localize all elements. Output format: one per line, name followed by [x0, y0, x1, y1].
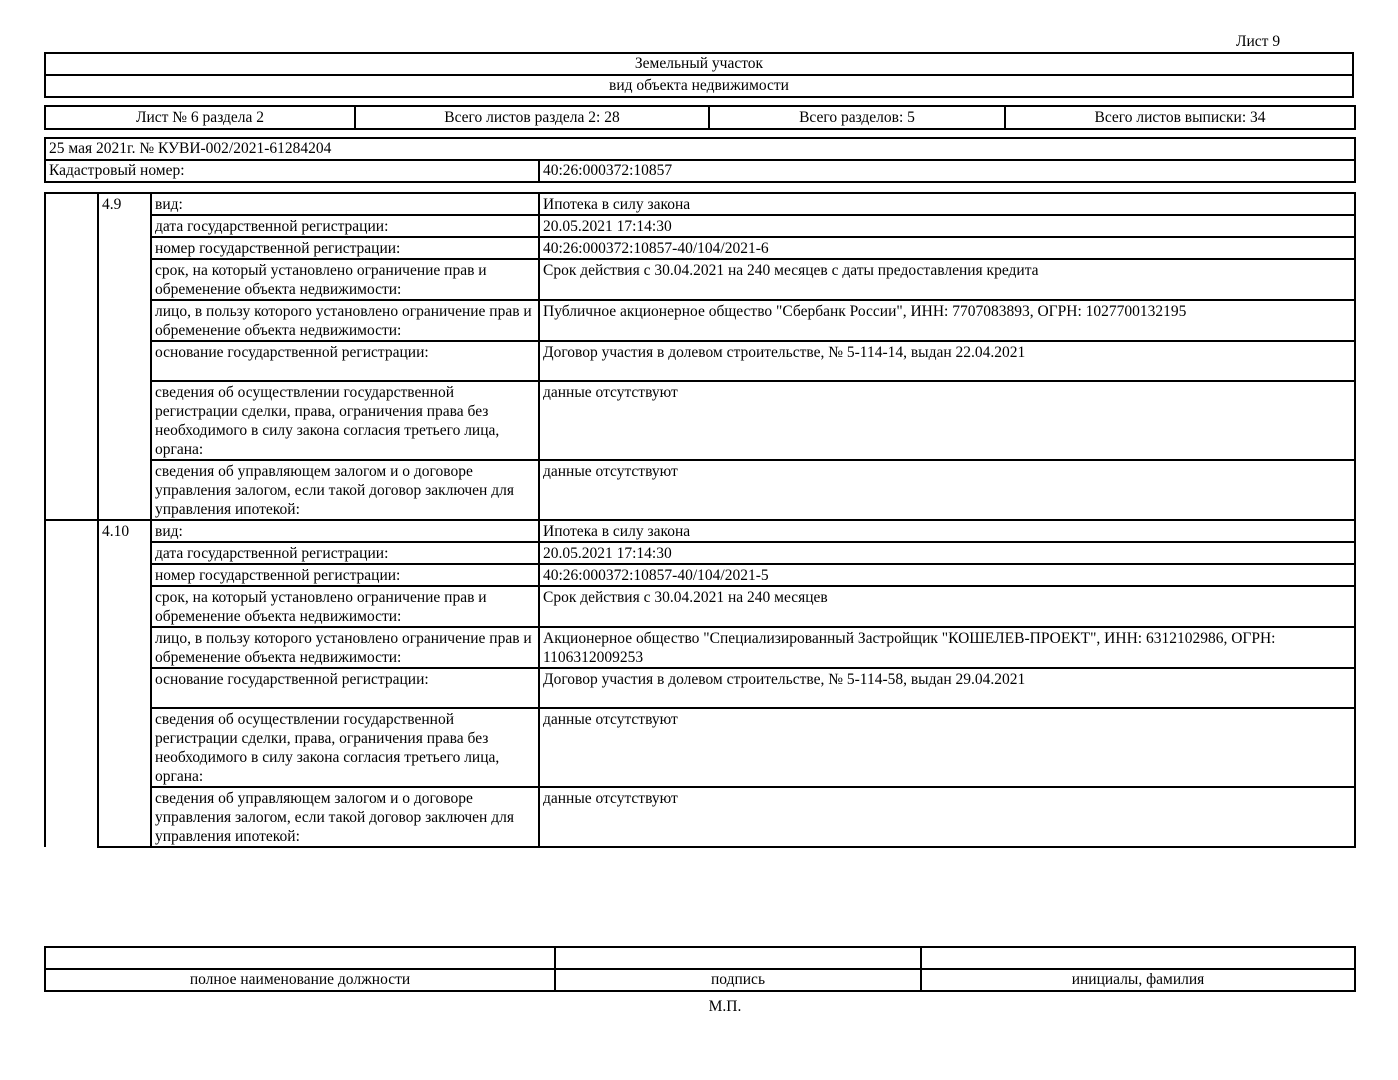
name-caption: инициалы, фамилия	[921, 969, 1355, 991]
record-field-value: 40:26:000372:10857-40/104/2021-5	[539, 564, 1355, 586]
record-number: 4.10	[98, 520, 151, 847]
position-field	[45, 947, 555, 969]
extract-header-table	[44, 137, 1356, 183]
record-section-cell	[45, 520, 98, 847]
record-field-value: 20.05.2021 17:14:30	[539, 215, 1355, 237]
record-field-label: основание государственной регистрации:	[151, 668, 539, 708]
signature-table	[44, 946, 1356, 992]
record-field-label: срок, на который установлено ограничение прав и обременение объекта недвижимости:	[151, 586, 539, 627]
record-field-value: Ипотека в силу закона	[539, 193, 1355, 215]
record-row	[45, 193, 1355, 215]
record-row	[45, 542, 1355, 564]
record-row	[45, 341, 1355, 381]
sheet-number: Лист 9	[1236, 33, 1281, 50]
cadastral-number-value: 40:26:000372:10857	[539, 160, 1355, 182]
record-row	[45, 237, 1355, 259]
record-row	[45, 668, 1355, 708]
position-caption: полное наименование должности	[45, 969, 555, 991]
record-field-label: сведения об осуществлении государственной регистрации сделки, права, ограничения права без необходимого в силу закона согласия третьего лица, органа:	[151, 381, 539, 460]
record-field-value: 20.05.2021 17:14:30	[539, 542, 1355, 564]
record-field-value: Договор участия в долевом строительстве, № 5-114-58, выдан 29.04.2021	[539, 668, 1355, 708]
record-row	[45, 708, 1355, 787]
record-field-label: сведения об управляющем залогом и о договоре управления залогом, если такой договор заключен для управления ипотекой:	[151, 787, 539, 847]
record-row	[45, 520, 1355, 542]
record-field-value: Срок действия с 30.04.2021 на 240 месяцев	[539, 586, 1355, 627]
section-summary-table	[44, 105, 1356, 130]
record-field-label: номер государственной регистрации:	[151, 564, 539, 586]
record-field-value: данные отсутствуют	[539, 708, 1355, 787]
record-field-value: Публичное акционерное общество "Сбербанк России", ИНН: 7707083893, ОГРН: 1027700132195	[539, 300, 1355, 341]
stamp-place: М.П.	[708, 998, 742, 1015]
sheet-of-section: Лист № 6 раздела 2	[45, 106, 355, 129]
record-field-value: данные отсутствуют	[539, 787, 1355, 847]
record-field-label: срок, на который установлено ограничение прав и обременение объекта недвижимости:	[151, 259, 539, 300]
total-section-sheets: Всего листов раздела 2: 28	[355, 106, 709, 129]
record-row	[45, 300, 1355, 341]
signature-caption: подпись	[555, 969, 921, 991]
total-extract-sheets: Всего листов выписки: 34	[1005, 106, 1355, 129]
record-number: 4.9	[98, 193, 151, 520]
record-field-label: лицо, в пользу которого установлено ограничение прав и обременение объекта недвижимости:	[151, 627, 539, 668]
record-field-value: данные отсутствуют	[539, 381, 1355, 460]
record-section-cell	[45, 193, 98, 520]
record-row	[45, 259, 1355, 300]
signature-field	[555, 947, 921, 969]
record-field-label: вид:	[151, 520, 539, 542]
object-type-caption: вид объекта недвижимости	[45, 75, 1353, 97]
object-type: Земельный участок	[45, 53, 1353, 75]
encumbrance-records-table	[44, 192, 1356, 848]
record-row	[45, 381, 1355, 460]
record-field-label: основание государственной регистрации:	[151, 341, 539, 381]
record-row	[45, 460, 1355, 520]
record-field-value: Срок действия с 30.04.2021 на 240 месяцев с даты предоставления кредита	[539, 259, 1355, 300]
record-field-label: дата государственной регистрации:	[151, 542, 539, 564]
total-sections: Всего разделов: 5	[709, 106, 1005, 129]
record-row	[45, 787, 1355, 847]
record-row	[45, 215, 1355, 237]
cadastral-number-label: Кадастровый номер:	[45, 160, 539, 182]
record-row	[45, 564, 1355, 586]
record-field-value: данные отсутствуют	[539, 460, 1355, 520]
record-row	[45, 586, 1355, 627]
record-field-label: сведения об осуществлении государственной регистрации сделки, права, ограничения права без необходимого в силу закона согласия третьего лица, органа:	[151, 708, 539, 787]
record-field-label: дата государственной регистрации:	[151, 215, 539, 237]
record-row	[45, 627, 1355, 668]
extract-date-number: 25 мая 2021г. № КУВИ-002/2021-61284204	[45, 138, 1355, 160]
name-field	[921, 947, 1355, 969]
record-field-label: вид:	[151, 193, 539, 215]
record-field-value: Акционерное общество "Специализированный Застройщик "КОШЕЛЕВ-ПРОЕКТ", ИНН: 6312102986, ОГРН: 1106312009253	[539, 627, 1355, 668]
record-field-label: номер государственной регистрации:	[151, 237, 539, 259]
record-field-value: Договор участия в долевом строительстве, № 5-114-14, выдан 22.04.2021	[539, 341, 1355, 381]
record-field-value: Ипотека в силу закона	[539, 520, 1355, 542]
record-field-label: сведения об управляющем залогом и о договоре управления залогом, если такой договор заключен для управления ипотекой:	[151, 460, 539, 520]
record-field-label: лицо, в пользу которого установлено ограничение прав и обременение объекта недвижимости:	[151, 300, 539, 341]
record-field-value: 40:26:000372:10857-40/104/2021-6	[539, 237, 1355, 259]
object-type-table	[44, 52, 1354, 98]
